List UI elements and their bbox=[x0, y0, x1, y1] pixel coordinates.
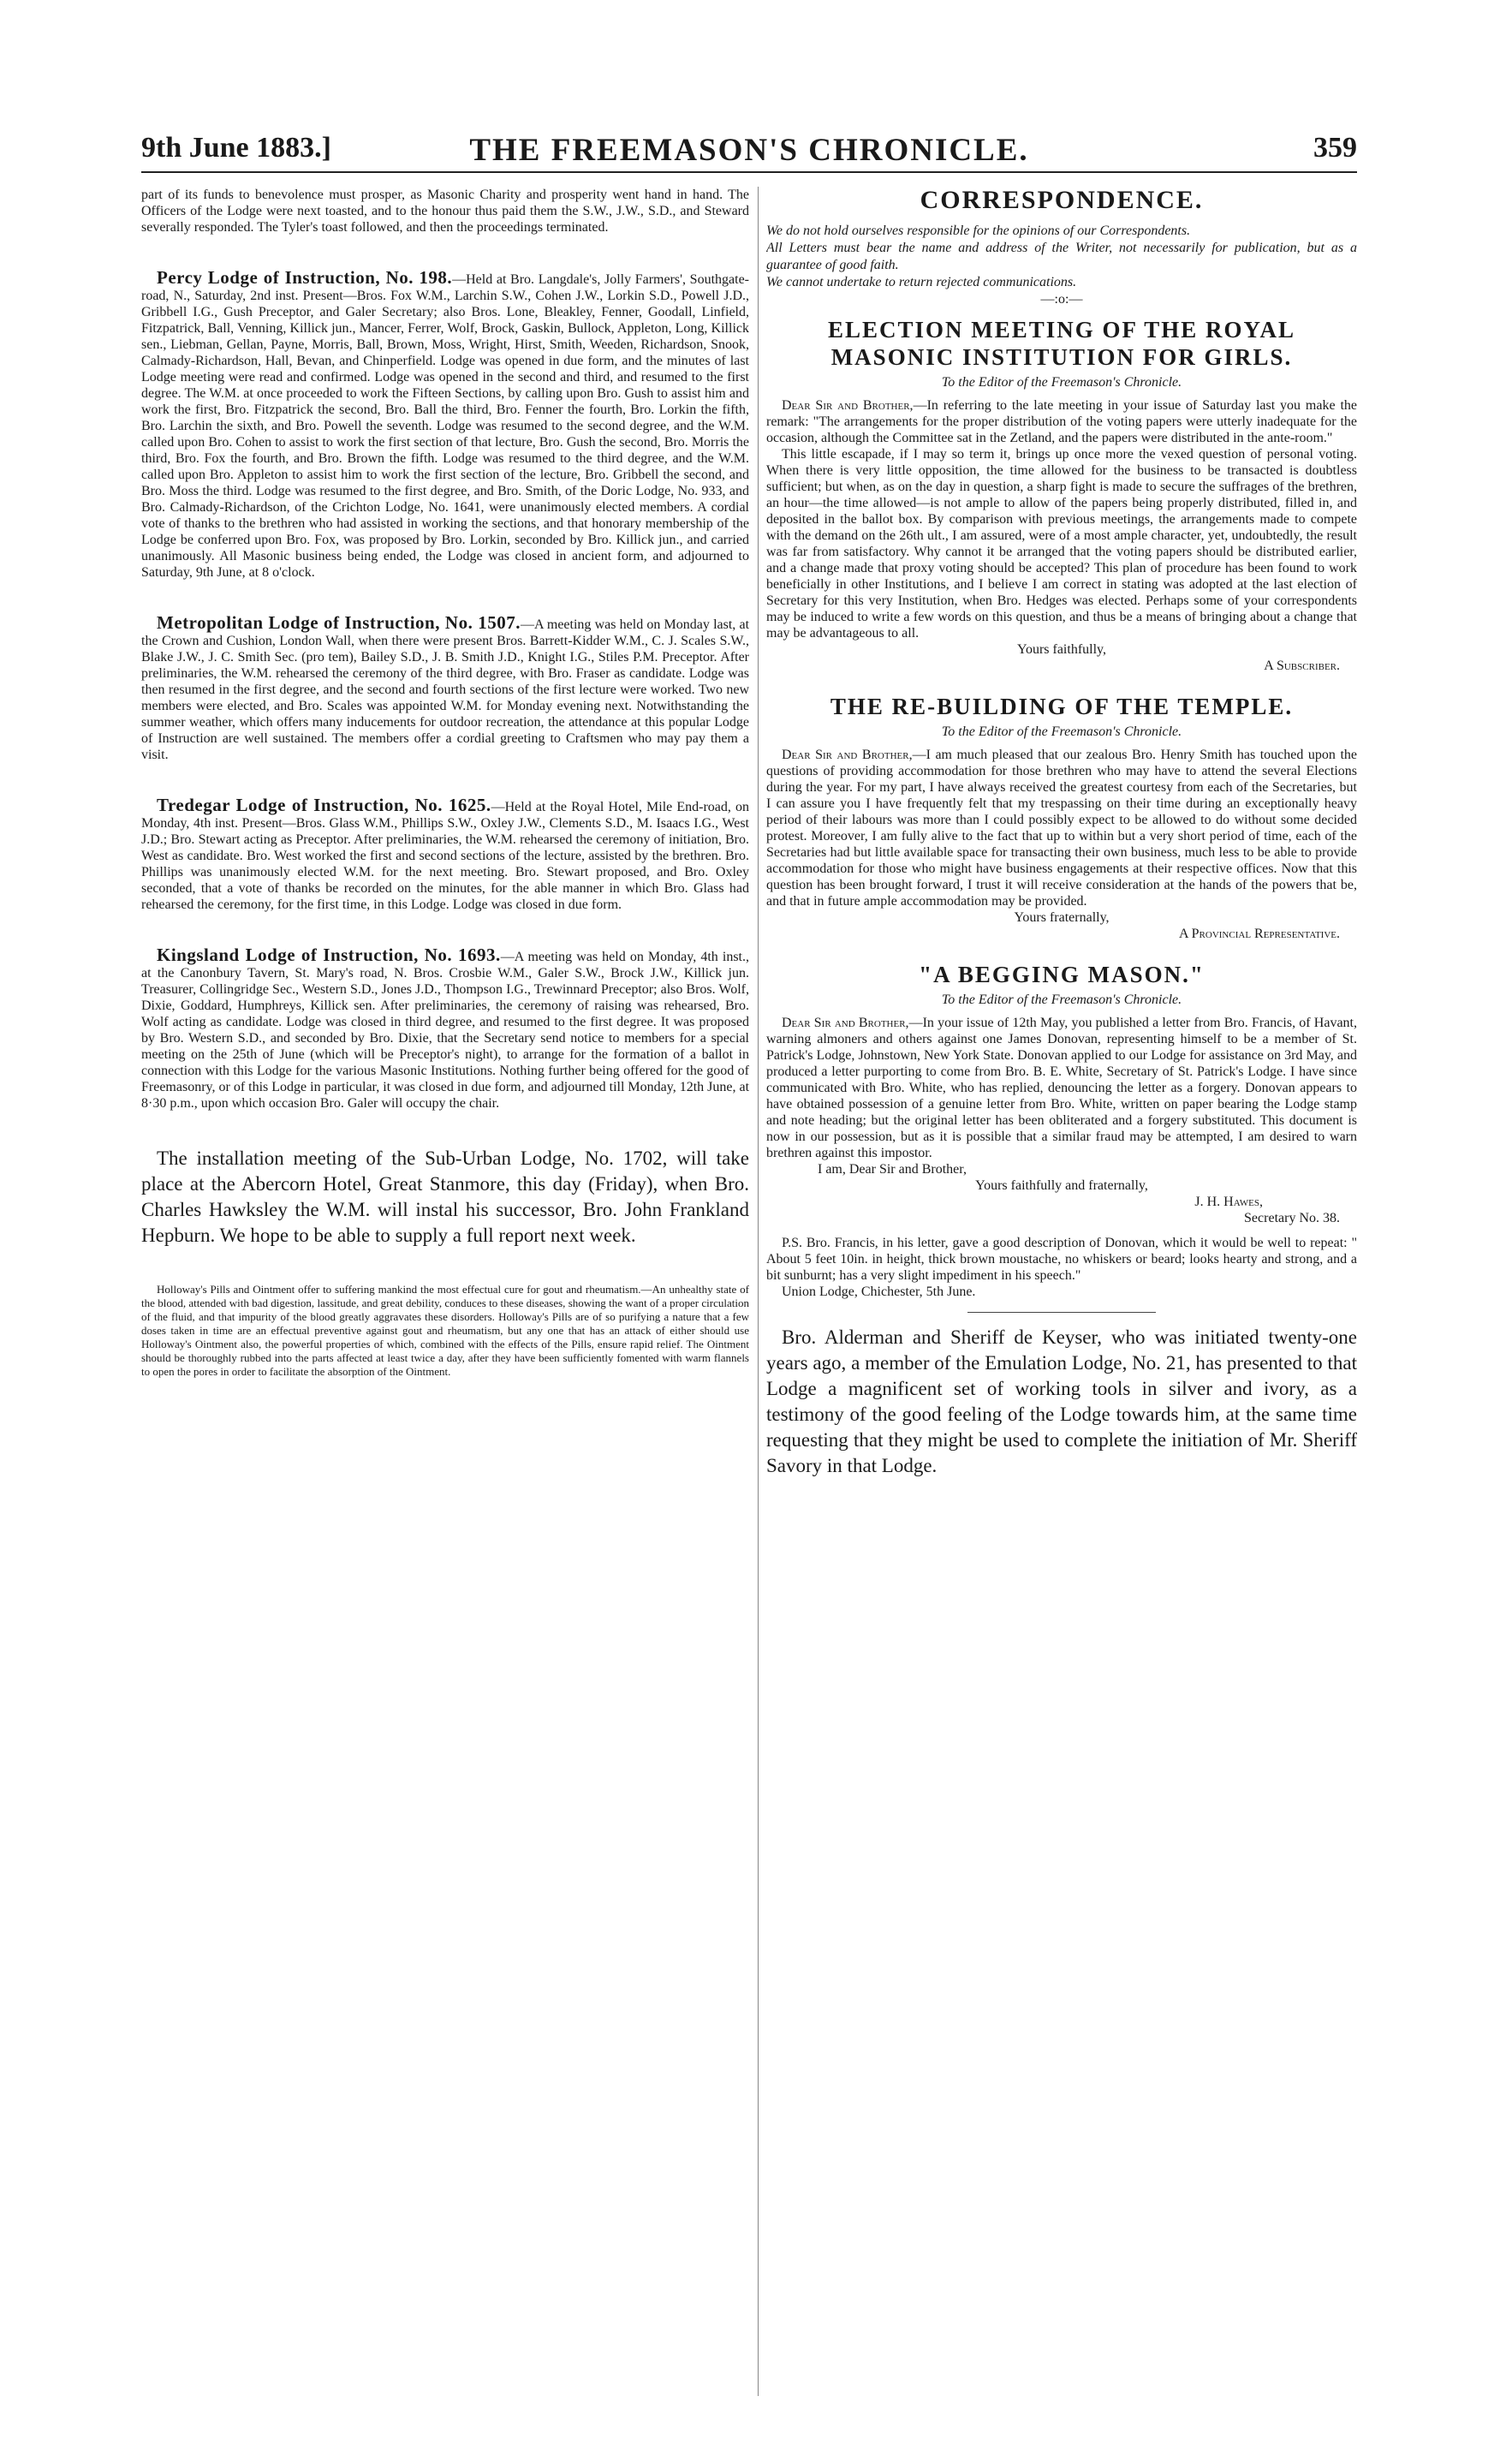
temple-heading: THE RE-BUILDING OF THE TEMPLE. bbox=[830, 694, 1294, 719]
election-signature: A Subscriber. bbox=[1264, 659, 1340, 673]
kingsland-lodge-report bbox=[141, 947, 749, 1112]
column-rule bbox=[758, 187, 759, 2396]
begging-place-date: Union Lodge, Chichester, 5th June. bbox=[782, 1285, 976, 1299]
correspondence-notice-3: We cannot undertake to return rejected communications. bbox=[766, 275, 1077, 289]
kingsland-lodge-title: Kingsland Lodge of Instruction, No. 1693. bbox=[157, 945, 501, 965]
issue-date: 9th June 1883.] bbox=[141, 132, 331, 164]
begging-signature: J. H. Hawes, bbox=[1194, 1195, 1263, 1209]
election-meeting-heading: ELECTION MEETING OF THE ROYAL MASONIC INSTITUTION FOR GIRLS. bbox=[827, 317, 1296, 370]
begging-to-editor: To the Editor of the Freemason's Chronicle. bbox=[941, 992, 1182, 1007]
holloway-advertisement: Holloway's Pills and Ointment offer to suffering mankind the most effectual cure for gout and rheumatism.—An unhealthy state of the blood, attended with bad digestion, lassitude, and great debility, conduces to these diseases, showing the want of a proper circulation of the fluid, and that impurity of the blood greatly aggravates these disorders. Holloway's Pills are of so purifying a nature that a few doses taken in time are an effectual preventive against gout and rheumatism, but any one that has an attack of either should use Holloway's Ointment also, the powerful properties of which, combined with the effects of the Pills, ensure rapid relief. The Ointment should be thoroughly rubbed into the parts affected at least twice a day, after they have been sufficiently fomented with warm flannels to open the pores in order to facilitate the absorption of the Ointment. bbox=[141, 1283, 749, 1378]
suburban-lodge-notice: The installation meeting of the Sub-Urban Lodge, No. 1702, will take place at the Abercorn Hotel, Great Stanmore, this day (Friday), when Bro. Charles Hawksley the W.M. will instal his successor, Bro. John Frankland Hepburn. We hope to be able to supply a full report next week. bbox=[141, 1147, 749, 1246]
election-letter-para-2: This little escapade, if I may so term it, brings up once more the vexed question of personal voting. When there is very little opposition, the time allowed for the business to be transacted is doubtless sufficient; but when, as on the day in question, a sharp fight is made to secure the suffrages of the brethren, an hour—the time allowed—is not ample to allow of the papers being properly distributed, filled in, and deposited in the ballot box. By comparison with previous meetings, the arrangements made to compete with the demand on the 26th ult., I am assured, were of a most ample character, yet, undoubtedly, the result was far from satisfactory. Why cannot it be arranged that the voting papers should be distributed earlier, and a change made that proxy voting should be accepted? This plan of procedure has been found to work beneficially in other Institutions, and I believe I am correct in stating was adopted at the last election of Secretary for this very Institution, when Bro. Hedges was elected. Perhaps some of your correspondents may be induced to write a few words on this question, and thus be a means of bringing about a change that may be advantageous to all. bbox=[766, 447, 1357, 641]
begging-letter-para-1: Dear Sir and Brother,—In your issue of 12th May, you published a letter from Bro. Francis, of Havant, warning almoners and others against one James Donovan, representing himself to be a member of St. Patrick's Lodge, Johnstown, New York State. Donovan applied to our Lodge for assistance on 3rd May, and produced a letter purporting to come from Bro. B. E. White, Secretary of St. Patrick's Lodge. I have since communicated with Bro. White, who has replied, denouncing the letter as a forgery. Donovan appears to have obtained possession of a genuine letter from Bro. White, written on paper bearing the Lodge stamp and note heading; but the original letter has been obliterated and a forgery substituted. This document is now in our possession, but as it is possible that a similar fraud may be attempted, I am desired to warn brethren against this impostor. bbox=[766, 1016, 1357, 1160]
continued-paragraph: part of its funds to benevolence must prosper, as Masonic Charity and prosperity went hand in hand. The Officers of the Lodge were next toasted, and to the honour thus paid them the S.W., J.W., S.D., and Steward severally responded. The Tyler's toast followed, and then the proceedings terminated. bbox=[141, 188, 749, 235]
percy-lodge-title: Percy Lodge of Instruction, No. 198. bbox=[157, 267, 453, 288]
temple-closing: Yours fraternally, bbox=[1014, 910, 1110, 925]
metropolitan-lodge-report bbox=[141, 612, 749, 763]
ornament-divider: —:o:— bbox=[1040, 292, 1083, 307]
tredegar-lodge-body: —Held at the Royal Hotel, Mile End-road, on Monday, 4th inst. Present—Bros. Glass W.M., Phillips S.W., Oxley J.W., Clements S.D., M. Isaacs I.G., West J.D.; Bro. Stewart acting as Preceptor. After preliminaries, the W.M. rehearsed the ceremony of initiation, Bro. West as candidate. Bro. West worked the first and second sections of the lecture, assisted by the brethren. Bro. Phillips was unanimously elected W.M. for the next meeting. Bro. Stewart proposed, and Bro. Oxley seconded, that a vote of thanks be recorded on the minutes, for the able manner in which Bro. Glass had rehearsed the ceremony, for the first time, in this Lodge. Lodge was closed in due form. bbox=[141, 800, 749, 912]
temple-signature: A Provincial Representative. bbox=[1178, 927, 1340, 941]
begging-closing-2: Yours faithfully and fraternally, bbox=[975, 1178, 1148, 1193]
temple-letter-para-1: Dear Sir and Brother,—I am much pleased that our zealous Bro. Henry Smith has touched upon the questions of providing accommodation for those brethren who may have to attend the several Elections during the year. For my part, I have always received the greatest courtesy from each of the Secretaries, but I can assure you I have frequently felt that my trespassing on their time during an exceptionally heavy period of their labours was more than I could possibly expect to be allowed to do without some decided protest. Moreover, I am fully alive to the fact that up to within but a very short period of time, each of the Secretaries had but little available space for transacting their own business, much less to be able to provide accommodation for those who might have business engagements at their respective offices. Now that this question has been brought forward, I trust it will receive consideration at the hands of the powers that be, and that in future ample accommodation may be provided. bbox=[766, 748, 1357, 909]
right-column bbox=[766, 187, 1357, 2405]
begging-postscript: P.S. Bro. Francis, in his letter, gave a good description of Donovan, which it would be well to repeat: " About 5 feet 10in. in height, thick brown moustache, no whiskers or beard; looks hearty and strong, and a bit sunburnt; has a very slight impediment in his speech." bbox=[766, 1236, 1357, 1283]
begging-mason-heading: "A BEGGING MASON." bbox=[919, 962, 1205, 987]
kingsland-lodge-body: —A meeting was held on Monday, 4th inst., at the Canonbury Tavern, St. Mary's road, N. Bros. Crosbie W.M., Galer S.W., Brock J.W., Killick jun. Treasurer, Collingridge Sec., Western S.D., Jones J.D., Thompson I.G., Trewinnard Preceptor; also Bros. Wolf, Dixie, Goddard, Humphreys, Killick sen. After preliminaries, the ceremony of raising was rehearsed, Bro. Wolf acting as candidate. Lodge was closed in third degree, and resumed to the first degree. It was proposed by Bro. Western S.D., and seconded by Bro. Dixie, that the Secretary send notice to members for a special meeting on the 25th of June (which will be Preceptor's night), to arrange for the formation of a ballot in connection with this Lodge for the various Masonic Institutions. Nothing further being offered for the good of Freemasonry, or of this Lodge in particular, it was closed in due form, and adjourned till Monday, 12th June, at 8·30 p.m., upon which occasion Bro. Galer will occupy the chair. bbox=[141, 950, 749, 1111]
temple-salutation: Dear Sir and Brother, bbox=[782, 748, 913, 762]
tredegar-lodge-report bbox=[141, 797, 749, 913]
correspondence-notice-1: We do not hold ourselves responsible for the opinions of our Correspondents. bbox=[766, 224, 1191, 238]
metropolitan-lodge-body: —A meeting was held on Monday last, at the Crown and Cushion, London Wall, when there were present Bros. Barrett-Kidder W.M., C. J. Scales S.W., Blake J.W., J. C. Smith Sec. (pro tem), Bailey S.D., J. B. Smith J.D., Knight I.G., Stiles P.M. Preceptor. After preliminaries, the W.M. rehearsed the ceremony of the third degree, with Bro. Fraser as candidate. Lodge was then resumed in the first degree, and the second and fourth sections of the first lecture were worked. Two new members were elected, and Bro. Scales was appointed W.M. for Monday evening next. Notwithstanding the summer weather, which offers many inducements for outdoor recreation, the attendance at this popular Lodge of Instruction are well sustained. The members offer a cordial greeting to Craftsmen who may pay them a visit. bbox=[141, 617, 749, 762]
percy-lodge-body: —Held at Bro. Langdale's, Jolly Farmers', Southgate-road, N., Saturday, 2nd inst. Present—Bros. Fox W.M., Larchin S.W., Cohen J.W., Lorkin S.D., Powell J.D., Gribbell I.G., Gush Preceptor, and Galer Secretary; also Bros. Lone, Bleakley, Fenner, Goodall, Linfield, Fitzpatrick, Ball, Venning, Killick jun., Mancer, Ferrer, Wolf, Brock, Gaskin, Bullock, Appleton, Long, Killick sen., Liebman, Gellan, Payne, Morris, Ball, Brown, Moss, Wright, Hirst, Smith, Weeden, Richardson, Snook, Calmady-Richardson, Hall, Bevan, and Chinperfield. Lodge was opened in due form, and the minutes of last Lodge meeting were read and confirmed. Lodge was opened in the second and third, and resumed to the first degree. The W.M. at once proceeded to work the Fifteen Sections, by calling upon Bro. Gush to assist him and work the first, Bro. Fitzpatrick the second, Bro. Ball the third, Bro. Fenner the fourth, Bro. Lorkin the fifth, Bro. Larchin the sixth, and Bro. Powell the seventh. Lodge was resumed to the second degree, and the W.M. called upon Bro. Cohen to assist to work the first section of that lecture, Bro. Gush the second, Bro. Morris the third, Bro. Fox the fourth, and Bro. Brown the fifth. Lodge was resumed to the third degree, and the W.M. called upon Bro. Appleton to assist him to work the first section of the lecture, Bro. Gribbell the second, and Bro. Moss the third. Lodge was resumed to the first degree, and Bro. Smith, of the Doric Lodge, No. 933, and Bro. Calmady-Richardson, of the Crichton Lodge, No. 1641, were unanimously elected members. A cordial vote of thanks to the brethren who had assisted in working the sections, and that honorary membership of the Lodge be conferred upon Bro. Fox, was proposed by Bro. Lorkin, seconded by Bro. Killick jun., and carried unanimously. All Masonic business being ended, the Lodge was closed in ancient form, and adjourned to Saturday, 9th June, at 8 o'clock. bbox=[141, 272, 749, 580]
election-closing: Yours faithfully, bbox=[1016, 642, 1106, 657]
correspondence-notice-2: All Letters must bear the name and address of the Writer, not necessarily for publication, but as a guarantee of good faith. bbox=[766, 241, 1357, 272]
running-head bbox=[141, 128, 1357, 173]
begging-salutation: Dear Sir and Brother, bbox=[782, 1016, 909, 1030]
election-letter-para-1: Dear Sir and Brother,—In referring to the late meeting in your issue of Saturday last you make the remark: "The arrangements for the proper distribution of the voting papers were utterly inadequate for the occasion, although the Committee sat in the Zetland, and the papers were distributed in the ante-room." bbox=[766, 398, 1357, 445]
election-salutation: Dear Sir and Brother, bbox=[782, 398, 914, 413]
correspondence-heading: CORRESPONDENCE. bbox=[920, 187, 1204, 214]
keyser-notice: Bro. Alderman and Sheriff de Keyser, who was initiated twenty-one years ago, a member of the Emulation Lodge, No. 21, has presented to that Lodge a magnificent set of working tools in silver and ivory, as a testimony of the good feeling of the Lodge towards him, at the same time requesting that they might be used to complete the initiation of Mr. Sheriff Savory in that Lodge. bbox=[766, 1326, 1357, 1476]
begging-signature-title: Secretary No. 38. bbox=[1244, 1211, 1340, 1225]
left-column bbox=[141, 187, 749, 2405]
page-number: 359 bbox=[1313, 132, 1357, 164]
metropolitan-lodge-title: Metropolitan Lodge of Instruction, No. 1507. bbox=[157, 612, 521, 633]
publication-title: THE FREEMASON'S CHRONICLE. bbox=[469, 133, 1029, 168]
tredegar-lodge-title: Tredegar Lodge of Instruction, No. 1625. bbox=[157, 795, 491, 815]
section-divider bbox=[967, 1312, 1156, 1313]
election-to-editor: To the Editor of the Freemason's Chronicle. bbox=[941, 375, 1182, 390]
percy-lodge-report bbox=[141, 267, 749, 581]
begging-closing-1: I am, Dear Sir and Brother, bbox=[818, 1162, 967, 1177]
temple-to-editor: To the Editor of the Freemason's Chronicle. bbox=[941, 724, 1182, 739]
